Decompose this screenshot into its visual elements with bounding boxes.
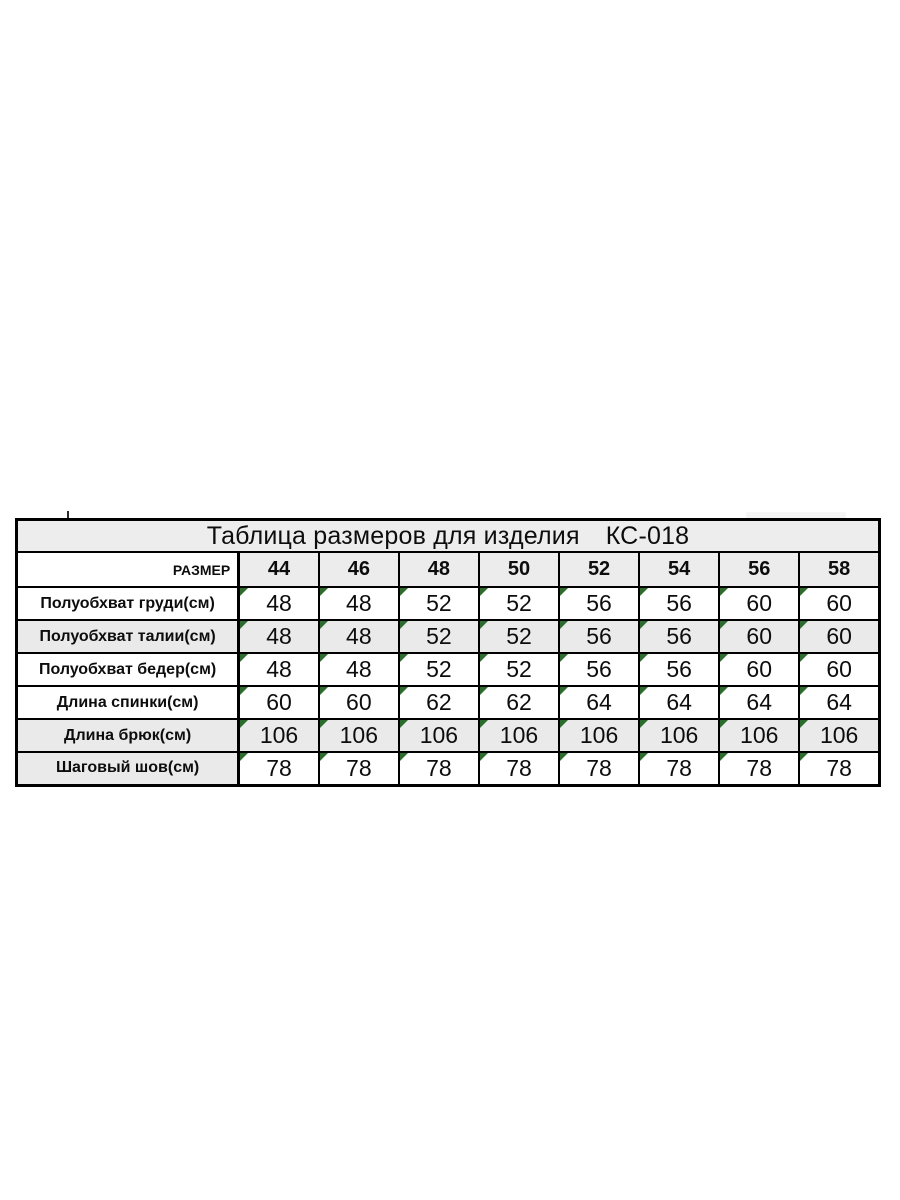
measurement-label: Полуобхват груди(см) — [17, 587, 239, 620]
size-value-cell — [319, 719, 399, 752]
size-table-container — [15, 518, 881, 787]
table-header-row — [17, 552, 880, 587]
green-corner-indicator-icon — [400, 621, 408, 629]
size-value-cell — [639, 587, 719, 620]
size-value: 56 — [666, 590, 692, 616]
size-value-cell — [399, 587, 479, 620]
green-corner-indicator-icon — [560, 588, 568, 596]
table-row-waist — [17, 620, 880, 653]
size-value: 64 — [586, 689, 612, 715]
green-corner-indicator-icon — [800, 621, 808, 629]
size-value-cell — [719, 686, 799, 719]
measurement-label: Длина брюк(см) — [17, 719, 239, 752]
size-value-cell — [479, 653, 559, 686]
green-corner-indicator-icon — [240, 687, 248, 695]
size-value-cell — [799, 620, 879, 653]
green-corner-indicator-icon — [640, 654, 648, 662]
green-corner-indicator-icon — [320, 753, 328, 761]
size-value: 60 — [826, 656, 852, 682]
green-corner-indicator-icon — [400, 654, 408, 662]
size-value: 60 — [746, 590, 773, 616]
green-corner-indicator-icon — [640, 720, 648, 728]
size-value: 52 — [426, 590, 452, 616]
green-corner-indicator-icon — [240, 588, 248, 596]
size-value-cell — [559, 719, 639, 752]
size-value: 48 — [266, 656, 292, 682]
size-value: 56 — [666, 623, 692, 649]
size-value: 106 — [259, 722, 299, 748]
green-corner-indicator-icon — [400, 588, 408, 596]
green-corner-indicator-icon — [400, 720, 408, 728]
green-corner-indicator-icon — [800, 588, 808, 596]
size-value-cell — [399, 752, 479, 785]
green-corner-indicator-icon — [400, 753, 408, 761]
size-value-cell — [239, 587, 319, 620]
size-value: 52 — [506, 656, 532, 682]
size-value: 78 — [746, 754, 773, 781]
size-header-cell: 56 — [719, 552, 799, 587]
size-value: 48 — [266, 590, 292, 616]
size-value: 52 — [506, 590, 532, 616]
size-value-cell — [559, 752, 639, 785]
size-value-cell — [239, 752, 319, 785]
green-corner-indicator-icon — [560, 720, 568, 728]
size-value-cell — [399, 686, 479, 719]
table-title — [17, 520, 880, 553]
size-value-cell — [799, 719, 879, 752]
green-corner-indicator-icon — [240, 720, 248, 728]
green-corner-indicator-icon — [480, 687, 488, 695]
size-value: 62 — [506, 689, 532, 715]
size-value-cell — [799, 653, 879, 686]
table-row-chest — [17, 587, 880, 620]
size-header-cell: 48 — [399, 552, 479, 587]
size-value-cell — [399, 620, 479, 653]
size-value-cell — [399, 719, 479, 752]
size-value-cell — [719, 620, 799, 653]
table-row-inseam — [17, 752, 880, 785]
size-header-cell: 54 — [639, 552, 719, 587]
size-value: 60 — [826, 590, 852, 616]
measurement-label: Полуобхват бедер(см) — [17, 653, 239, 686]
green-corner-indicator-icon — [640, 687, 648, 695]
table-title-row — [17, 520, 880, 553]
green-corner-indicator-icon — [480, 654, 488, 662]
table-row-trouser-length — [17, 719, 880, 752]
title-text: Таблица размеров для изделия — [206, 521, 580, 550]
green-corner-indicator-icon — [480, 753, 488, 761]
green-corner-indicator-icon — [800, 654, 808, 662]
size-value-cell — [239, 653, 319, 686]
size-value: 52 — [426, 656, 452, 682]
green-corner-indicator-icon — [720, 621, 728, 629]
green-corner-indicator-icon — [720, 753, 728, 761]
size-value-cell — [559, 587, 639, 620]
size-value: 64 — [746, 689, 773, 715]
size-value: 78 — [506, 754, 532, 781]
product-code: КС-018 — [605, 521, 690, 550]
size-value: 106 — [579, 722, 619, 748]
size-value-cell — [479, 752, 559, 785]
green-corner-indicator-icon — [720, 720, 728, 728]
size-value-cell — [799, 686, 879, 719]
green-corner-indicator-icon — [560, 621, 568, 629]
size-value-cell — [559, 653, 639, 686]
size-value: 60 — [746, 623, 773, 649]
size-value: 64 — [826, 689, 852, 715]
size-value-cell — [319, 620, 399, 653]
green-corner-indicator-icon — [320, 720, 328, 728]
size-value: 106 — [740, 722, 779, 748]
size-value-cell — [319, 587, 399, 620]
green-corner-indicator-icon — [320, 588, 328, 596]
size-value-cell — [559, 686, 639, 719]
size-value-cell — [639, 620, 719, 653]
size-value: 48 — [346, 656, 372, 682]
size-value-cell — [319, 653, 399, 686]
size-value-cell — [639, 752, 719, 785]
size-value-cell — [399, 653, 479, 686]
size-value: 106 — [819, 722, 859, 748]
measurement-label: Длина спинки(см) — [17, 686, 239, 719]
size-value-cell — [719, 752, 799, 785]
size-value-cell — [479, 620, 559, 653]
green-corner-indicator-icon — [800, 753, 808, 761]
size-value-cell — [239, 719, 319, 752]
size-value-cell — [639, 719, 719, 752]
size-value: 60 — [826, 623, 852, 649]
green-corner-indicator-icon — [320, 654, 328, 662]
green-corner-indicator-icon — [800, 687, 808, 695]
green-corner-indicator-icon — [560, 654, 568, 662]
size-value-cell — [639, 686, 719, 719]
size-value-cell — [719, 719, 799, 752]
green-corner-indicator-icon — [320, 621, 328, 629]
size-value: 56 — [586, 656, 612, 682]
size-value: 106 — [499, 722, 539, 748]
measurement-label: Полуобхват талии(см) — [17, 620, 239, 653]
green-corner-indicator-icon — [240, 753, 248, 761]
size-value: 60 — [266, 689, 292, 715]
size-header-corner-label: РАЗМЕР — [17, 552, 239, 587]
size-header-cell: 58 — [799, 552, 879, 587]
green-corner-indicator-icon — [720, 654, 728, 662]
size-value: 56 — [586, 590, 612, 616]
size-value: 106 — [419, 722, 459, 748]
size-header-cell: 44 — [239, 552, 319, 587]
size-value: 48 — [346, 623, 372, 649]
size-value-cell — [639, 653, 719, 686]
size-value: 62 — [426, 689, 452, 715]
size-value: 78 — [346, 754, 372, 781]
green-corner-indicator-icon — [240, 654, 248, 662]
size-value-cell — [799, 587, 879, 620]
size-value-cell — [479, 686, 559, 719]
green-corner-indicator-icon — [480, 588, 488, 596]
size-value-cell — [239, 686, 319, 719]
size-value-cell — [479, 719, 559, 752]
size-value-cell — [319, 752, 399, 785]
size-value: 78 — [266, 754, 292, 781]
green-corner-indicator-icon — [800, 720, 808, 728]
size-value: 106 — [659, 722, 699, 748]
size-value-cell — [719, 587, 799, 620]
green-corner-indicator-icon — [480, 720, 488, 728]
size-header-cell: 50 — [479, 552, 559, 587]
size-value: 78 — [426, 754, 452, 781]
green-corner-indicator-icon — [720, 588, 728, 596]
size-value-cell — [319, 686, 399, 719]
size-value: 48 — [266, 623, 292, 649]
size-header-cell: 52 — [559, 552, 639, 587]
size-value-cell — [239, 620, 319, 653]
green-corner-indicator-icon — [640, 753, 648, 761]
green-corner-indicator-icon — [400, 687, 408, 695]
size-value-cell — [559, 620, 639, 653]
size-header-cell: 46 — [319, 552, 399, 587]
table-row-hips — [17, 653, 880, 686]
green-corner-indicator-icon — [720, 687, 728, 695]
size-value: 60 — [346, 689, 372, 715]
size-value: 106 — [339, 722, 379, 748]
size-value: 56 — [586, 623, 612, 649]
measurement-label: Шаговый шов(см) — [17, 752, 239, 785]
size-value: 56 — [666, 656, 692, 682]
size-value: 64 — [666, 689, 692, 715]
green-corner-indicator-icon — [480, 621, 488, 629]
green-corner-indicator-icon — [640, 621, 648, 629]
size-value-cell — [719, 653, 799, 686]
green-corner-indicator-icon — [560, 687, 568, 695]
size-value-cell — [799, 752, 879, 785]
size-value: 78 — [666, 754, 692, 781]
table-row-back-length — [17, 686, 880, 719]
size-value: 78 — [586, 754, 612, 781]
size-value: 48 — [346, 590, 372, 616]
size-table — [15, 518, 881, 787]
green-corner-indicator-icon — [560, 753, 568, 761]
size-value: 52 — [506, 623, 532, 649]
size-value: 52 — [426, 623, 452, 649]
size-value: 60 — [746, 656, 773, 682]
green-corner-indicator-icon — [240, 621, 248, 629]
green-corner-indicator-icon — [320, 687, 328, 695]
size-value: 78 — [826, 754, 852, 781]
green-corner-indicator-icon — [640, 588, 648, 596]
size-value-cell — [479, 587, 559, 620]
